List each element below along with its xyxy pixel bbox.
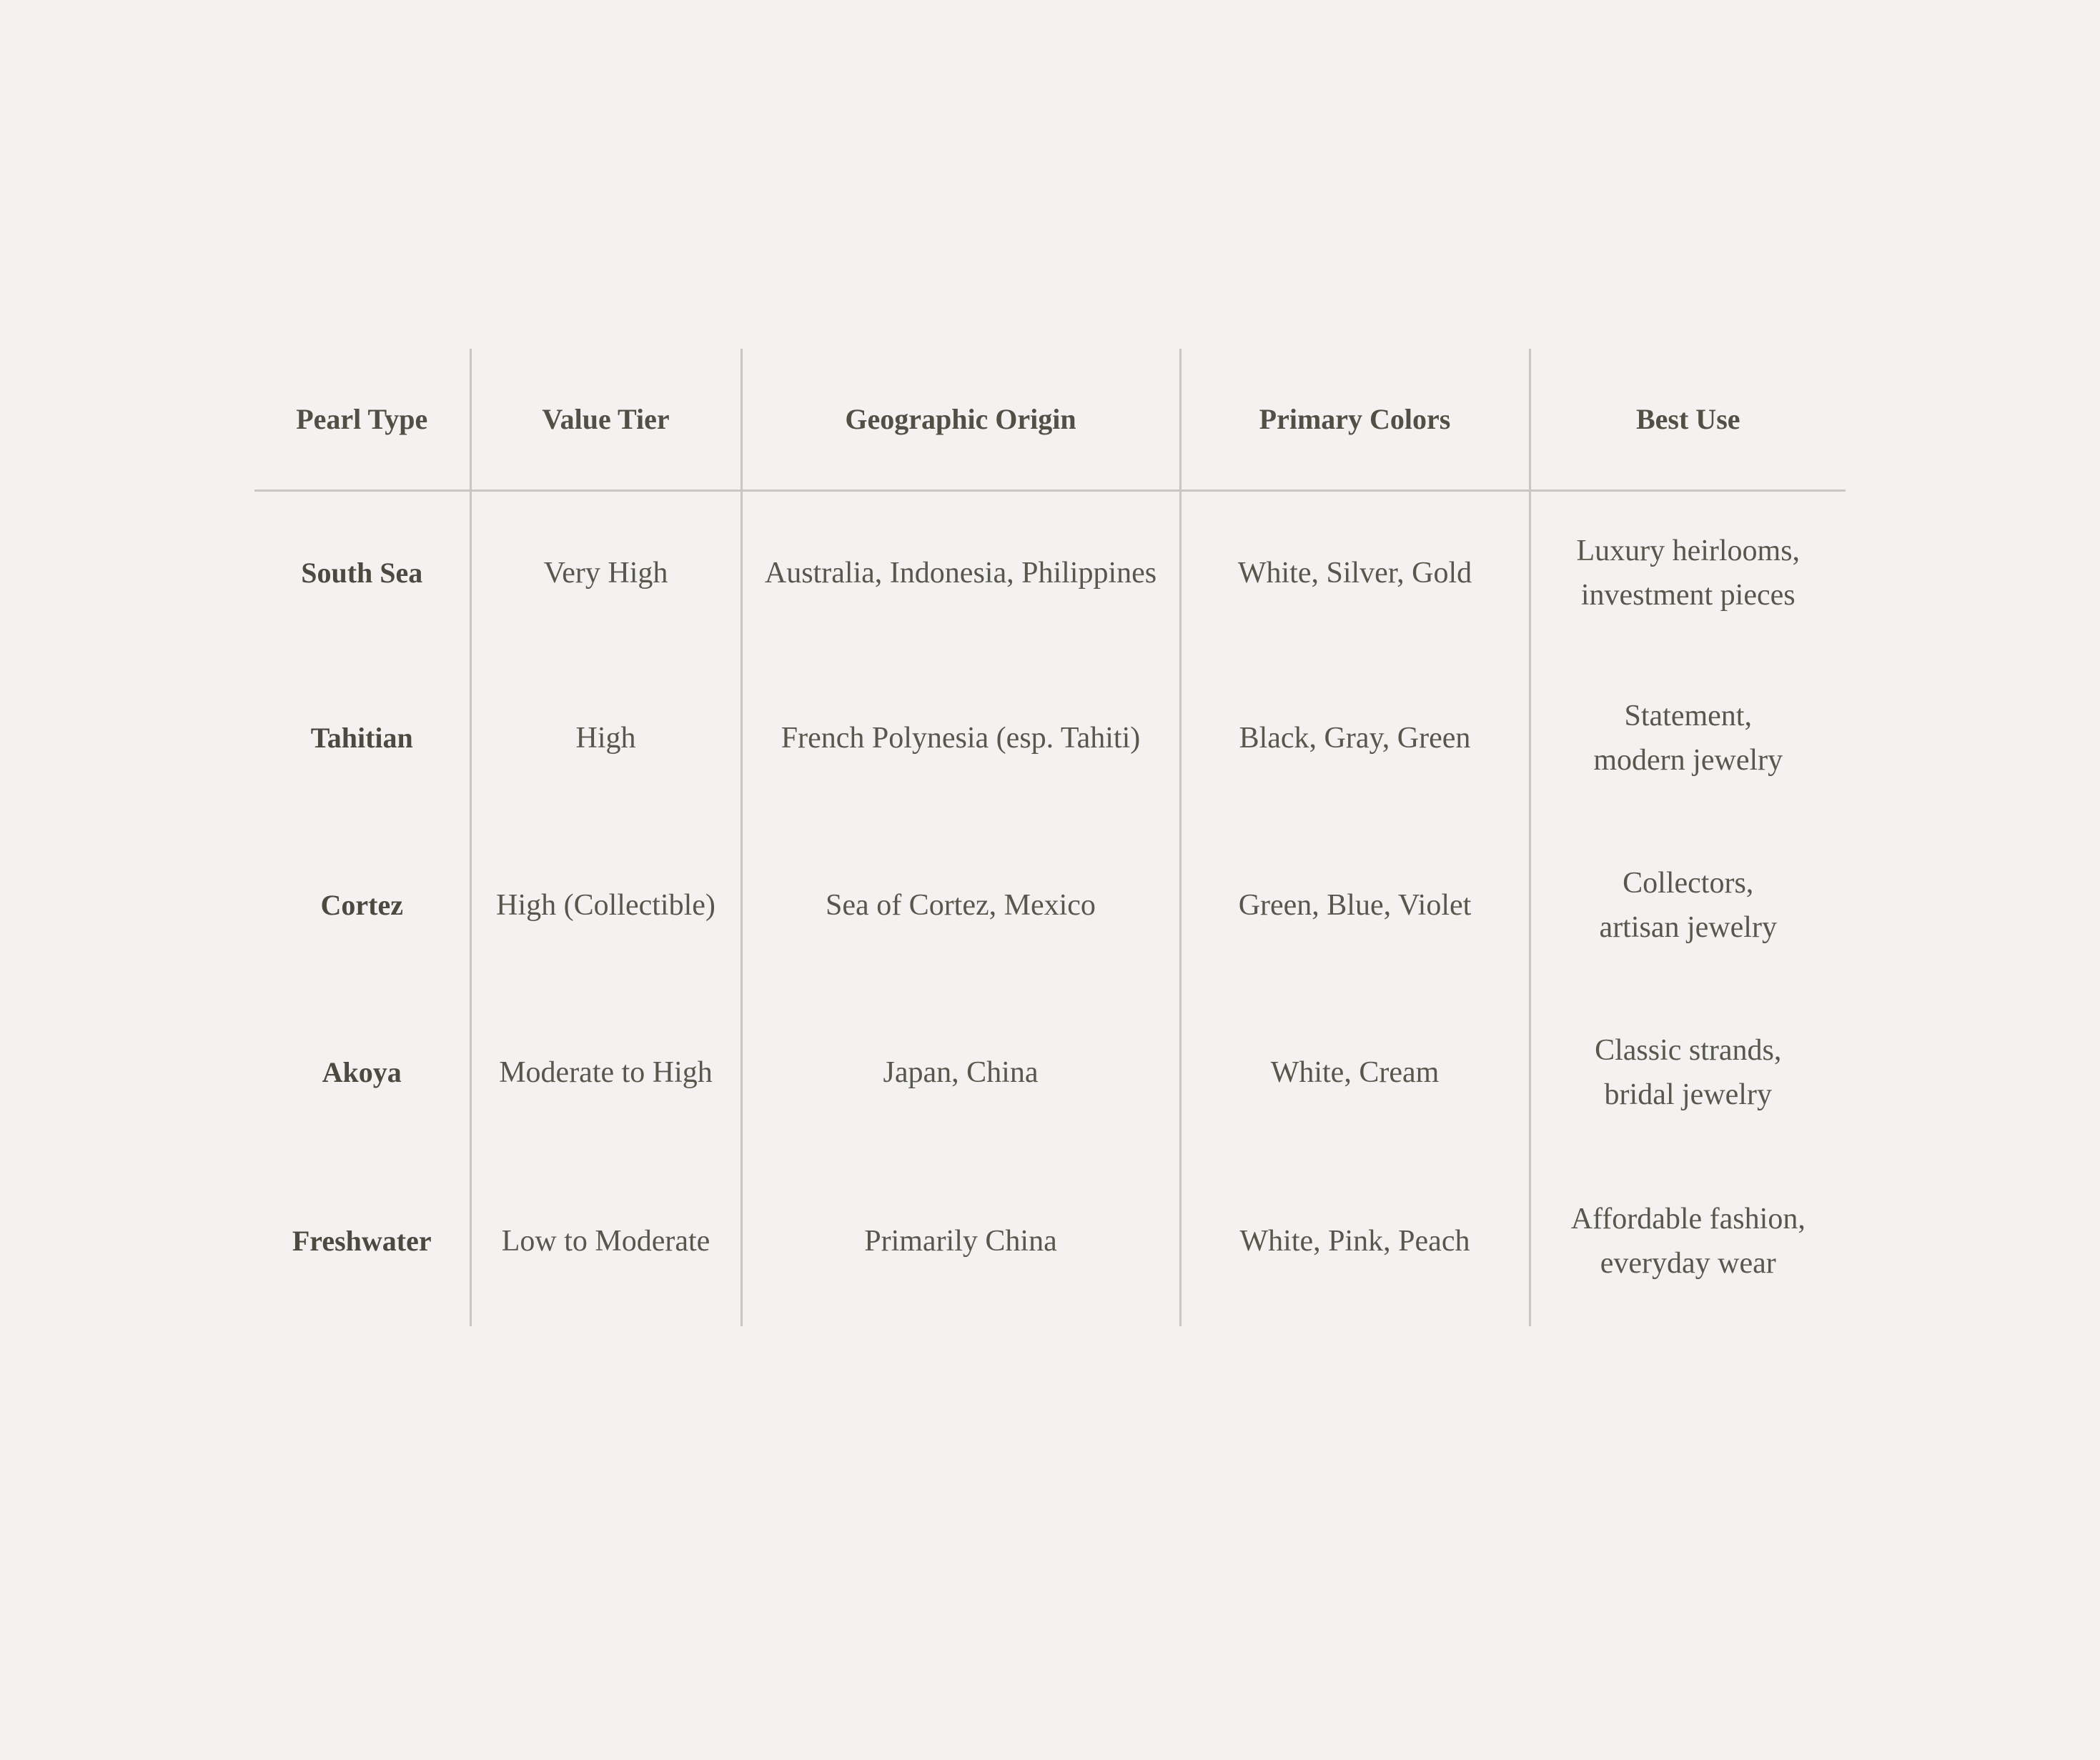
header-pearl-type: Pearl Type xyxy=(254,349,470,491)
cell-pearl-type: South Sea xyxy=(254,491,470,655)
header-value-tier: Value Tier xyxy=(470,349,741,491)
cell-primary-colors: Green, Blue, Violet xyxy=(1180,822,1530,989)
best-use-line: Classic strands, xyxy=(1595,1034,1782,1067)
cell-geographic-origin: Sea of Cortez, Mexico xyxy=(741,822,1180,989)
cell-geographic-origin: Japan, China xyxy=(741,989,1180,1156)
cell-primary-colors: Black, Gray, Green xyxy=(1180,655,1530,822)
pearl-comparison-table xyxy=(254,349,1846,1326)
header-geographic-origin: Geographic Origin xyxy=(741,349,1180,491)
table-row xyxy=(254,491,1846,655)
cell-best-use xyxy=(1530,822,1846,989)
best-use-line: Luxury heirlooms, xyxy=(1576,535,1801,567)
cell-value-tier: Moderate to High xyxy=(470,989,741,1156)
cell-primary-colors: White, Silver, Gold xyxy=(1180,491,1530,655)
cell-geographic-origin: Australia, Indonesia, Philippines xyxy=(741,491,1180,655)
cell-value-tier: High xyxy=(470,655,741,822)
cell-value-tier: Very High xyxy=(470,491,741,655)
cell-primary-colors: White, Cream xyxy=(1180,989,1530,1156)
cell-best-use xyxy=(1530,1156,1846,1326)
cell-primary-colors: White, Pink, Peach xyxy=(1180,1156,1530,1326)
best-use-line: modern jewelry xyxy=(1593,744,1783,777)
best-use-line: artisan jewelry xyxy=(1599,911,1777,944)
header-primary-colors: Primary Colors xyxy=(1180,349,1530,491)
cell-best-use xyxy=(1530,491,1846,655)
cell-geographic-origin: French Polynesia (esp. Tahiti) xyxy=(741,655,1180,822)
best-use-line: everyday wear xyxy=(1600,1247,1776,1280)
cell-value-tier: Low to Moderate xyxy=(470,1156,741,1326)
best-use-line: bridal jewelry xyxy=(1604,1078,1772,1111)
cell-pearl-type: Cortez xyxy=(254,822,470,989)
best-use-line: Collectors, xyxy=(1623,867,1754,900)
table-row xyxy=(254,989,1846,1156)
pearl-comparison-table-container xyxy=(254,349,1846,1326)
table-row xyxy=(254,1156,1846,1326)
best-use-line: investment pieces xyxy=(1580,579,1796,612)
cell-geographic-origin: Primarily China xyxy=(741,1156,1180,1326)
table-row xyxy=(254,822,1846,989)
best-use-line: Affordable fashion, xyxy=(1570,1203,1806,1236)
best-use-line: Statement, xyxy=(1624,700,1752,732)
cell-best-use xyxy=(1530,989,1846,1156)
header-row xyxy=(254,349,1846,491)
table-header xyxy=(254,349,1846,491)
cell-pearl-type: Tahitian xyxy=(254,655,470,822)
table-body xyxy=(254,491,1846,1327)
cell-pearl-type: Freshwater xyxy=(254,1156,470,1326)
cell-value-tier: High (Collectible) xyxy=(470,822,741,989)
table-row xyxy=(254,655,1846,822)
header-best-use: Best Use xyxy=(1530,349,1846,491)
cell-pearl-type: Akoya xyxy=(254,989,470,1156)
cell-best-use xyxy=(1530,655,1846,822)
